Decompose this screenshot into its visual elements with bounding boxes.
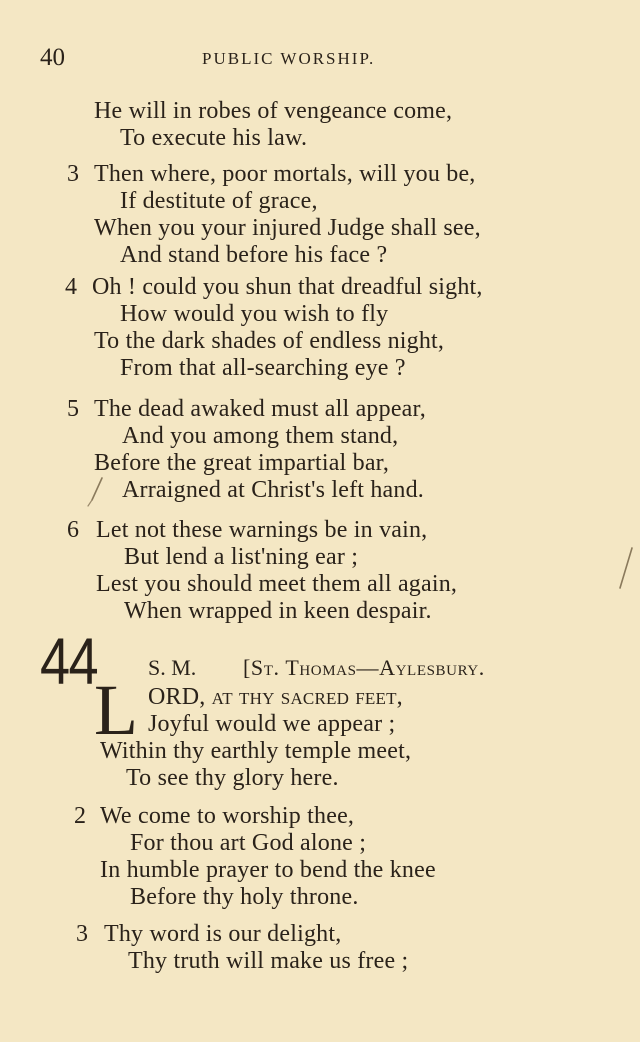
hymn-line: And you among them stand,: [122, 423, 399, 449]
hymn-line: For thou art God alone ;: [130, 830, 367, 856]
verse-number: 5: [67, 396, 79, 422]
hymn-line: When wrapped in keen despair.: [124, 598, 432, 624]
verse-number: 2: [74, 803, 86, 829]
hymn-line: If destitute of grace,: [120, 188, 318, 214]
hymn-line: To execute his law.: [120, 125, 308, 151]
hymn-line: Before thy holy throne.: [130, 884, 359, 910]
hymn-meter: S. M.: [148, 655, 197, 680]
hymn-line: Joyful would we appear ;: [148, 711, 396, 737]
hymn-line: We come to worship thee,: [100, 803, 355, 829]
hymn-line: When you your injured Judge shall see,: [94, 215, 481, 241]
hymn-line: He will in robes of vengeance come,: [94, 98, 453, 124]
hymn-line: Thy word is our delight,: [104, 921, 342, 947]
verse-number: 4: [65, 274, 77, 300]
verse-number: 6: [67, 517, 79, 543]
hymn-line: In humble prayer to bend the knee: [100, 857, 436, 883]
hymn-line: Before the great impartial bar,: [94, 450, 390, 476]
hymn-number: 44: [40, 624, 97, 698]
hymn-line: The dead awaked must all appear,: [94, 396, 426, 422]
hymn-line: To see thy glory here.: [126, 765, 339, 791]
hymn-line: And stand before his face ?: [120, 242, 388, 268]
pencil-mark-icon: [84, 474, 108, 508]
hymn-line: Then where, poor mortals, will you be,: [94, 161, 476, 187]
hymn-line: How would you wish to fly: [120, 301, 389, 327]
hymn-line: Thy truth will make us free ;: [128, 948, 409, 974]
hymn-line: Within thy earthly temple meet,: [100, 738, 412, 764]
hymn-line: To the dark shades of endless night,: [94, 328, 445, 354]
hymn-line: Let not these warnings be in vain,: [96, 517, 428, 543]
hymn-line: ORD, at thy sacred feet,: [148, 684, 403, 710]
hymn-line: From that all-searching eye ?: [120, 355, 406, 381]
hymn-line: Lest you should meet them all again,: [96, 571, 458, 597]
verse-number: 3: [76, 921, 88, 947]
hymn-line: Arraigned at Christ's left hand.: [122, 477, 424, 503]
verse-number: 3: [67, 161, 79, 187]
page-number: 40: [40, 44, 65, 71]
drop-cap: L: [94, 670, 138, 750]
running-title: PUBLIC WORSHIP.: [202, 49, 376, 68]
hymn-line: But lend a list'ning ear ;: [124, 544, 359, 570]
pencil-mark-icon: [614, 544, 636, 594]
hymn-tune: [St. Thomas—Aylesbury.: [243, 655, 485, 680]
hymn-line: Oh ! could you shun that dreadful sight,: [92, 274, 483, 300]
